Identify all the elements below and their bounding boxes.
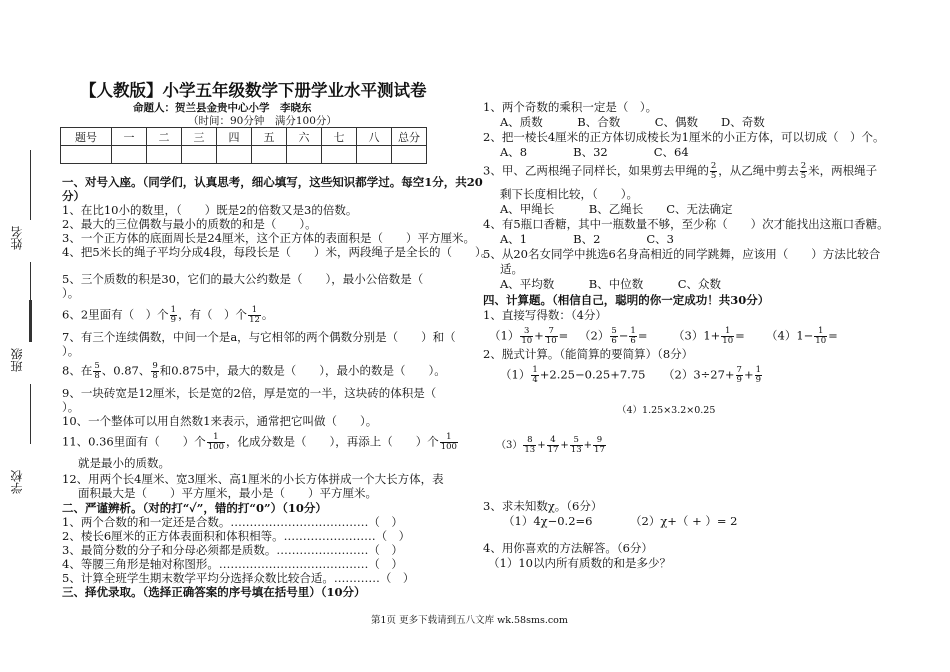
calc-item: （1） $\frac{1}{4}$ +2.25−0.25+7.75 — [500, 365, 646, 385]
question-cont: 剩下长度相比较，（ ）。 — [500, 187, 638, 201]
score-cell[interactable] — [322, 146, 357, 164]
question: 8、在 $\frac{5}{8}$ 、0.87、 $\frac{9}{8}$ 和0.875中，最大的数是（ ），最小的数是（ ）。 — [62, 361, 446, 381]
fraction: $\frac{2}{5}$ — [800, 161, 807, 181]
section1-heading-cont: 分） — [62, 189, 85, 203]
fraction: $\frac{1}{12}$ — [249, 305, 260, 325]
page-footer: 第1页 更多下载请到五八文库 wk.58sms.com — [371, 615, 568, 626]
table-cell: 七 — [322, 128, 357, 146]
choice-options: A、甲绳长 B、乙绳长 C、无法确定 — [500, 202, 733, 216]
table-cell: 四 — [217, 128, 252, 146]
equation: （1）4χ−0.2=6 — [503, 514, 593, 528]
margin-line — [30, 384, 31, 444]
question: 9、一块砖宽是12厘米，长是宽的2倍，厚是宽的一半，这块砖的体积是（ — [62, 386, 437, 400]
calc-item: （2）3÷27+ $\frac{7}{9}$ + $\frac{1}{9}$ — [663, 365, 762, 385]
problem: 1、直接写得数：（4分） — [483, 308, 607, 322]
fraction: $\frac{1}{6}$ — [630, 326, 636, 346]
score-cell[interactable] — [287, 146, 322, 164]
choice-options: A、8 B、32 C、64 — [500, 145, 689, 159]
equation: （2）χ+（ + ）= 2 — [630, 514, 738, 528]
problem: 2、脱式计算。（能简算的要简算）（8分） — [483, 347, 694, 361]
table-cell: 三 — [182, 128, 217, 146]
fraction: $\frac{1}{10}$ — [722, 326, 734, 346]
table-cell: 五 — [252, 128, 287, 146]
judge-item: 1、两个合数的和一定还是合数。………………………………（ ） — [62, 515, 403, 529]
judge-item: 3、最简分数的分子和分母必须都是质数。……………………（ ） — [62, 543, 403, 557]
question-cont: ）。 — [62, 400, 80, 414]
table-cell: 二 — [147, 128, 182, 146]
question-cont: ）。 — [62, 286, 80, 300]
calc-item: （2） $\frac{5}{6}$ − $\frac{1}{6}$ = — [579, 326, 648, 346]
question: 7、有三个连续偶数，中间一个是a，与它相邻的两个偶数分别是（ ）和（ — [62, 330, 456, 344]
fraction: $\frac{7}{9}$ — [736, 365, 742, 385]
fraction: $\frac{9}{17}$ — [594, 435, 605, 455]
table-row — [61, 128, 427, 146]
question: 2、最大的三位偶数与最小的质数的和是（ ）。 — [62, 217, 317, 231]
fraction: $\frac{5}{8}$ — [94, 361, 100, 381]
question: 10、一个整体可以用自然数1来表示，通常把它叫做（ ）。 — [62, 414, 378, 428]
question: 6、2里面有（ ）个 $\frac{1}{9}$ ，有（ ）个 $\frac{1}{12}$ 。 — [62, 305, 274, 325]
fraction: $\frac{1}{4}$ — [532, 365, 538, 385]
name-label: 姓名 — [10, 226, 24, 250]
score-cell[interactable] — [147, 146, 182, 164]
fraction: $\frac{5}{13}$ — [570, 435, 582, 455]
table-row — [61, 146, 427, 164]
question: 5、从20名女同学中挑选6名身高相近的同学跳舞，应该用（ ）方法比较合 — [483, 247, 881, 261]
question: 12、用两个长4厘米、宽3厘米、高1厘米的小长方体拼成一个大长方体，表 — [62, 472, 444, 486]
section2-heading: 二、严谨辨析。（对的打“✓”，错的打“0”）（10分） — [62, 501, 327, 515]
fraction: $\frac{7}{10}$ — [545, 326, 557, 346]
choice-options: A、质数 B、合数 C、偶数 D、奇数 — [500, 115, 765, 129]
fraction: $\frac{3}{10}$ — [521, 326, 533, 346]
time-line: （时间：90分钟 满分100分） — [188, 115, 337, 127]
question: 3、一个正方体的底面周长是24厘米，这个正方体的表面积是（ ）平方厘米。 — [62, 231, 475, 245]
fraction: $\frac{9}{8}$ — [152, 361, 158, 381]
question-cont: ）。 — [62, 344, 80, 358]
table-cell: 六 — [287, 128, 322, 146]
calc-item: （3）1+ $\frac{1}{10}$ = — [673, 326, 745, 346]
score-cell[interactable] — [61, 146, 112, 164]
question: 2、把一棱长4厘米的正方体切成棱长为1厘米的小正方体，可以切成（ ）个。 — [483, 130, 885, 144]
question: 5、三个质数的积是30，它们的最大公约数是（ ），最小公倍数是（ — [62, 272, 424, 286]
table-cell: 八 — [357, 128, 392, 146]
table-cell: 总分 — [392, 128, 427, 146]
score-table — [60, 127, 427, 164]
page-title: 【人教版】小学五年级数学下册学业水平测试卷 — [80, 81, 427, 100]
fraction: $\frac{1}{9}$ — [755, 365, 762, 385]
question: 1、在比10小的数里，（ ）既是2的倍数又是3的倍数。 — [62, 203, 358, 217]
judge-item: 5、计算全班学生期末数学平均分选择众数比较合适。…………（ ） — [62, 571, 415, 585]
question: 4、有5瓶口香糖，其中一瓶数量不够，至少称（ ）次才能找出这瓶口香糖。 — [483, 217, 889, 231]
section4-heading: 四、计算题。（相信自己，聪明的你一定成功！共30分） — [483, 293, 770, 307]
score-cell[interactable] — [392, 146, 427, 164]
calc-item: （1） $\frac{3}{10}$ + $\frac{7}{10}$ = — [489, 326, 569, 346]
choice-options: A、1 B、2 C、3 — [500, 232, 675, 246]
fraction: $\frac{1}{100}$ — [207, 432, 224, 452]
fraction: $\frac{1}{10}$ — [815, 326, 827, 346]
fraction: $\frac{1}{9}$ — [170, 305, 177, 325]
question-cont: 适。 — [500, 262, 523, 276]
score-cell[interactable] — [112, 146, 147, 164]
question: 1、两个奇数的乘积一定是（ ）。 — [483, 100, 658, 114]
fraction: $\frac{4}{17}$ — [547, 435, 559, 455]
fraction: $\frac{1}{100}$ — [440, 432, 457, 452]
question-cont: 面积最大是（ ）平方厘米，最小是（ ）平方厘米。 — [78, 486, 377, 500]
problem: 3、求未知数χ。（6分） — [483, 499, 603, 513]
fraction: $\frac{2}{5}$ — [710, 161, 717, 181]
calc-item: （4）1− $\frac{1}{10}$ = — [766, 326, 838, 346]
question: 11、0.36里面有（ ）个 $\frac{1}{100}$ ，化成分数是（ ），再添上（ ）个 $\frac{1}{100}$ — [62, 432, 457, 452]
fraction: $\frac{5}{6}$ — [611, 326, 617, 346]
margin-line — [30, 150, 31, 220]
judge-item: 2、棱长6厘米的正方体表面积和体积相等。……………………（ ） — [62, 529, 411, 543]
score-cell[interactable] — [252, 146, 287, 164]
question: 4、把5米长的绳子平均分成4段，每段长是（ ）米，两段绳子是全长的（ ）。 — [62, 245, 493, 259]
problem: 4、用你喜欢的方法解答。（6分） — [483, 541, 653, 555]
calc-item: （3） $\frac{8}{13}$ + $\frac{4}{17}$ + $\frac{5}{13}$ + $\frac{9}{17}$ — [496, 435, 605, 455]
question: 3、甲、乙两根绳子同样长，如果剪去甲绳的 $\frac{2}{5}$ ，从乙绳中剪去 $\frac{2}{5}$ 米，两根绳子 — [483, 161, 878, 181]
score-cell[interactable] — [182, 146, 217, 164]
section3-heading: 三、择优录取。（选择正确答案的序号填在括号里）（10分） — [62, 585, 366, 599]
section1-heading: 一、对号入座。（同学们，认真思考，细心填写，这些知识都学过。每空1分，共20 — [62, 175, 483, 189]
table-cell: 一 — [112, 128, 147, 146]
choice-options: A、平均数 B、中位数 C、众数 — [500, 277, 722, 291]
problem-item: （1）10以内所有质数的和是多少？ — [488, 556, 671, 570]
margin-mark — [29, 300, 32, 342]
author-line: 命题人：贺兰县金贵中心小学 李晓东 — [133, 102, 312, 114]
table-cell: 题号 — [61, 128, 112, 146]
question-cont: 就是最小的质数。 — [78, 456, 170, 470]
class-label: 班级 — [10, 348, 24, 372]
judge-item: 4、等腰三角形是轴对称图形。…………………………………（ ） — [62, 557, 403, 571]
school-label: 学校 — [10, 470, 24, 494]
calc-item: （4）1.25×3.2×0.25 — [617, 405, 716, 416]
fraction: $\frac{8}{13}$ — [524, 435, 536, 455]
score-cell[interactable] — [357, 146, 392, 164]
score-cell[interactable] — [217, 146, 252, 164]
